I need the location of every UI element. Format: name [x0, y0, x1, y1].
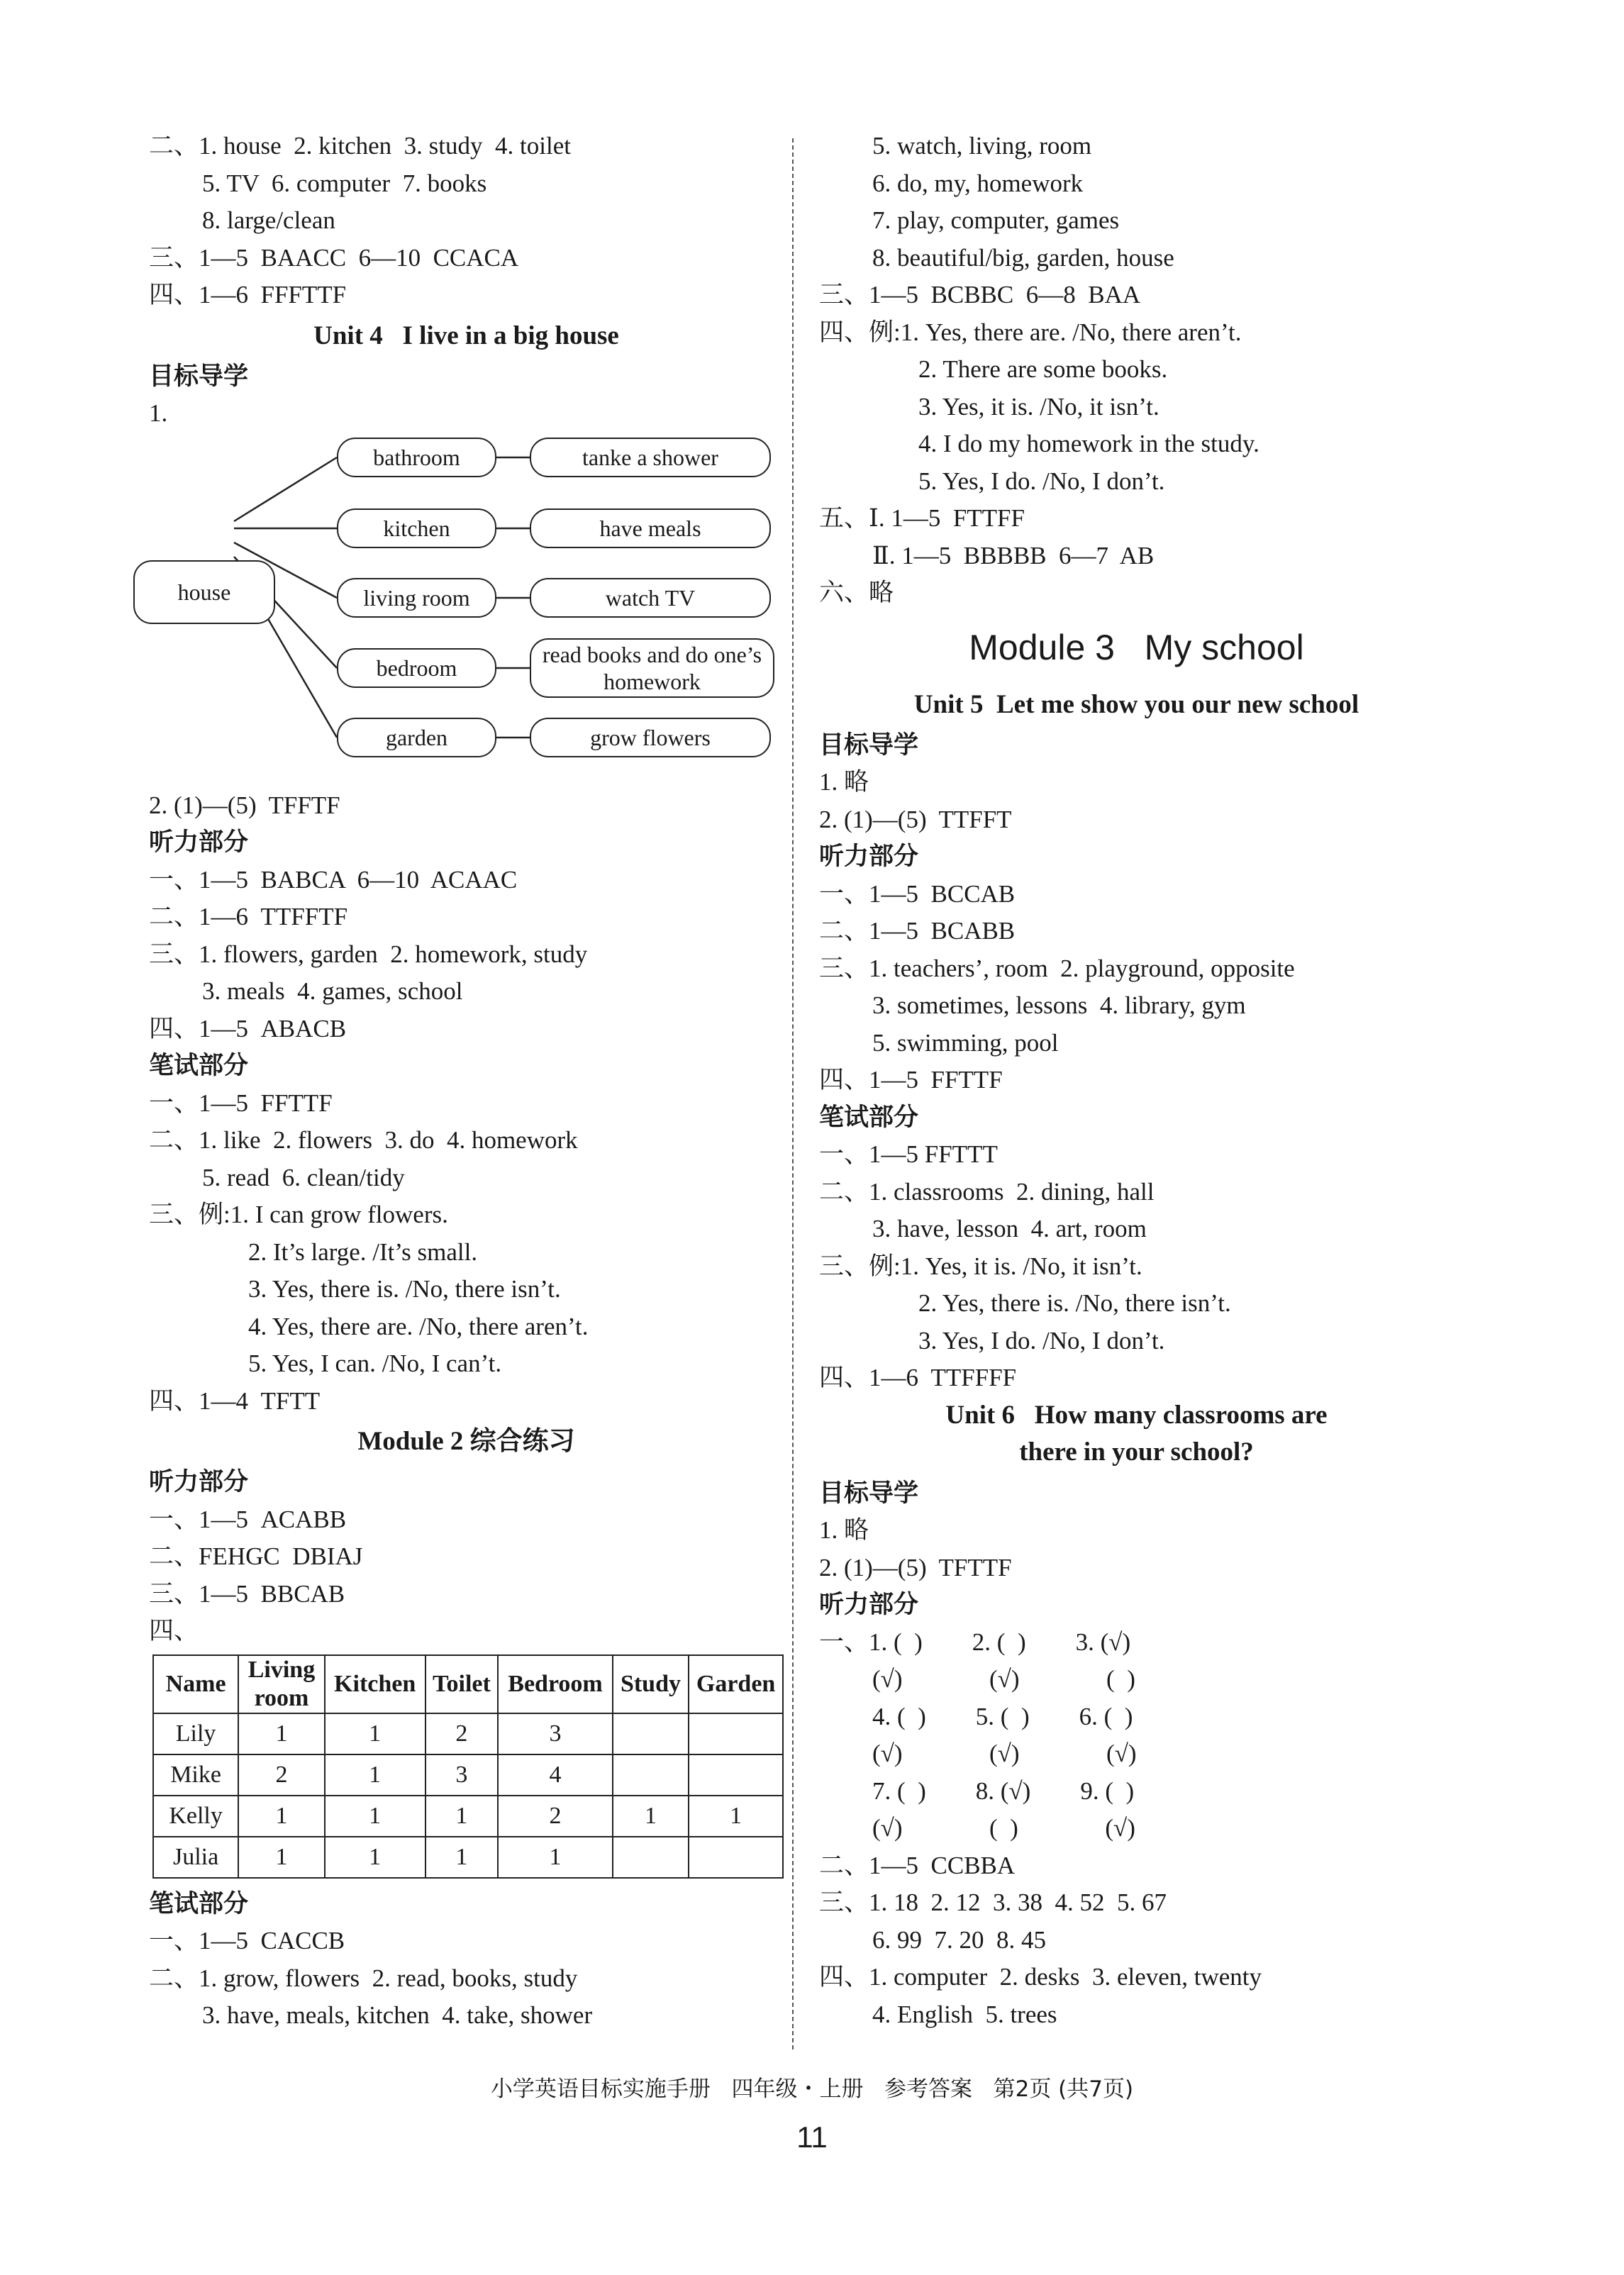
answer-line: 四、1—4 TFTT — [149, 1386, 321, 1415]
answer-line: 7. play, computer, games — [872, 206, 1120, 234]
table-cell — [689, 1754, 783, 1796]
table-cell: 1 — [325, 1796, 426, 1837]
answer-line: 二、1. grow, flowers 2. read, books, study — [149, 1964, 578, 1992]
table-row — [153, 1713, 783, 1754]
answer-line: (√) ( ) (√) — [872, 1814, 1135, 1842]
table-cell: 1 — [325, 1713, 426, 1754]
answer-line: 4. ( ) 5. ( ) 6. ( ) — [872, 1702, 1133, 1730]
answer-line: 4. I do my homework in the study. — [918, 430, 1259, 457]
answer-line: 二、FEHGC DBIAJ — [149, 1542, 363, 1570]
table-cell: 1 — [426, 1796, 499, 1837]
table-cell: 1 — [238, 1796, 325, 1837]
answer-line: 四、1—5 FFTTF — [819, 1066, 1003, 1094]
table-header: Toilet — [426, 1655, 499, 1713]
answer-line: 5. read 6. clean/tidy — [202, 1163, 405, 1191]
table-row — [153, 1796, 783, 1837]
answer-line: 三、1. 18 2. 12 3. 38 4. 52 5. 67 — [819, 1889, 1167, 1916]
table-cell: Mike — [153, 1754, 238, 1796]
answer-line: 1. — [149, 399, 168, 427]
table-cell — [689, 1837, 783, 1878]
answer-line: 三、1. teachers’, room 2. playground, opposite — [819, 954, 1295, 982]
mind-map-activity: read books and do one’s homework — [530, 638, 774, 698]
answer-line: 4. Yes, there are. /No, there aren’t. — [248, 1312, 589, 1340]
table-cell: 2 — [238, 1754, 325, 1796]
answer-line: 四、1—6 TTFFFF — [819, 1364, 1017, 1391]
section-heading: 目标导学 — [819, 730, 919, 760]
mind-map-room: living room — [337, 578, 496, 618]
answer-line: 二、1—6 TTFFTF — [149, 903, 348, 930]
answer-line: 8. beautiful/big, garden, house — [872, 243, 1174, 272]
answer-line: 五、Ⅰ. 1—5 FTTFF — [819, 504, 1025, 532]
section-heading: 听力部分 — [149, 1468, 249, 1496]
answer-line: 一、1—5 CACCB — [149, 1927, 345, 1954]
answer-line: 5. swimming, pool — [872, 1028, 1059, 1057]
unit6-title: Unit 6 How many classrooms are — [945, 1400, 1328, 1430]
answer-line: 二、1. like 2. flowers 3. do 4. homework — [149, 1126, 578, 1154]
table-cell: 1 — [689, 1796, 783, 1837]
answer-line: 四、例:1. Yes, there are. /No, there aren’t. — [819, 318, 1242, 346]
answer-line: 2. (1)—(5) TFTTF — [819, 1553, 1012, 1581]
unit4-title: Unit 4 I live in a big house — [313, 321, 619, 350]
answer-line: (√) (√) ( ) — [872, 1665, 1135, 1693]
mind-map-room: garden — [337, 718, 496, 757]
rooms-table — [152, 1654, 784, 1879]
answer-line: 三、1. flowers, garden 2. homework, study — [149, 940, 588, 968]
section-heading: 听力部分 — [819, 1591, 919, 1619]
section-heading: 听力部分 — [819, 842, 919, 871]
answer-line: 一、1—5 FFTTT — [819, 1140, 998, 1168]
answer-line: 2. (1)—(5) TTFFT — [819, 805, 1012, 833]
section-heading: 笔试部分 — [149, 1052, 249, 1080]
answer-line: 四、1. computer 2. desks 3. eleven, twenty — [819, 1963, 1262, 1991]
answer-line: 3. have, meals, kitchen 4. take, shower — [202, 2001, 593, 2029]
answer-line: Ⅱ. 1—5 BBBBB 6—7 AB — [872, 541, 1155, 569]
table-row — [153, 1754, 783, 1796]
answer-line: 二、1. house 2. kitchen 3. study 4. toilet — [149, 132, 571, 160]
answer-line: 一、1—5 FFTTF — [149, 1089, 333, 1117]
mind-map-center-house: house — [133, 560, 275, 624]
table-cell — [613, 1837, 689, 1878]
table-cell — [613, 1713, 689, 1754]
unit5-title: Unit 5 Let me show you our new school — [913, 689, 1359, 719]
mind-map-room: bedroom — [337, 648, 496, 688]
answer-line: 三、1—5 BAACC 6—10 CCACA — [149, 243, 519, 272]
answer-line: 2. There are some books. — [918, 355, 1168, 383]
answer-line: 1. 略 — [819, 1516, 869, 1544]
section-heading: 笔试部分 — [819, 1103, 919, 1132]
table-header: Bedroom — [498, 1655, 612, 1713]
answer-line: 5. watch, living, room — [872, 132, 1092, 160]
section-heading: 目标导学 — [819, 1479, 919, 1508]
answer-line: 三、例:1. I can grow flowers. — [149, 1201, 448, 1228]
answer-line: 2. It’s large. /It’s small. — [248, 1237, 478, 1266]
table-cell: 1 — [426, 1837, 499, 1878]
section-heading: 听力部分 — [149, 828, 249, 857]
table-cell: 3 — [426, 1754, 499, 1796]
page-footer: 小学英语目标实施手册 四年级・上册 参考答案 第2页 (共7页) — [490, 2076, 1134, 2102]
answer-line: 二、1. classrooms 2. dining, hall — [819, 1177, 1155, 1206]
table-header: Study — [613, 1655, 689, 1713]
table-row — [153, 1837, 783, 1878]
answer-line: (√) (√) (√) — [872, 1740, 1137, 1767]
answer-line: 四、1—5 ABACB — [149, 1014, 347, 1042]
module3-title: Module 3 My school — [969, 627, 1304, 667]
right-column — [819, 128, 1454, 2033]
mind-map-activity: have meals — [530, 508, 771, 548]
table-cell: Kelly — [153, 1796, 238, 1837]
table-cell: 1 — [238, 1713, 325, 1754]
section-heading: 笔试部分 — [149, 1889, 249, 1918]
answer-line: 3. meals 4. games, school — [202, 977, 463, 1005]
answer-line: 1. 略 — [819, 768, 869, 796]
table-cell — [613, 1754, 689, 1796]
answer-line: 四、1—6 FFFTTF — [149, 281, 347, 308]
answer-line: 3. Yes, I do. /No, I don’t. — [918, 1326, 1165, 1355]
table-cell: 1 — [613, 1796, 689, 1837]
answer-line: 3. Yes, it is. /No, it isn’t. — [918, 392, 1159, 421]
answer-line: 2. Yes, there is. /No, there isn’t. — [918, 1289, 1231, 1317]
table-header: Name — [153, 1655, 238, 1713]
answer-line: 二、1—5 CCBBA — [819, 1851, 1016, 1879]
answer-line: 一、1—5 BABCA 6—10 ACAAC — [149, 865, 518, 894]
answer-line: 2. (1)—(5) TFFTF — [149, 791, 340, 819]
mind-map-activity: grow flowers — [530, 718, 771, 757]
table-cell: Lily — [153, 1713, 238, 1754]
answer-line: 三、1—5 BBCAB — [149, 1579, 345, 1608]
page-number: 11 — [796, 2120, 828, 2154]
house-mind-map — [149, 433, 784, 787]
mind-map-activity: tanke a shower — [530, 438, 771, 477]
answer-line: 3. have, lesson 4. art, room — [872, 1215, 1147, 1242]
answer-line: 一、1—5 ACABB — [149, 1505, 347, 1533]
table-cell: Julia — [153, 1837, 238, 1878]
column-divider — [792, 138, 794, 2049]
answer-line: 8. large/clean — [202, 206, 335, 234]
mind-map-room: bathroom — [337, 438, 496, 477]
answer-line: 三、1—5 BCBBC 6—8 BAA — [819, 281, 1141, 308]
table-cell: 1 — [238, 1837, 325, 1878]
table-header: Living room — [238, 1655, 325, 1713]
table-cell: 3 — [498, 1713, 612, 1754]
unit6-title-continued: there in your school? — [1019, 1437, 1254, 1467]
module2-title: Module 2 综合练习 — [357, 1427, 575, 1456]
mind-map-room: kitchen — [337, 508, 496, 548]
table-cell: 2 — [498, 1796, 612, 1837]
table-header: Garden — [689, 1655, 783, 1713]
table-cell: 2 — [426, 1713, 499, 1754]
table-cell: 1 — [498, 1837, 612, 1878]
answer-line: 二、1—5 BCABB — [819, 917, 1016, 945]
answer-line: 一、1—5 BCCAB — [819, 879, 1016, 908]
mind-map-activity: watch TV — [530, 578, 771, 618]
answer-line: 6. do, my, homework — [872, 169, 1084, 197]
answer-line: 六、略 — [819, 579, 894, 606]
answer-line: 3. Yes, there is. /No, there isn’t. — [248, 1275, 561, 1303]
section-heading: 目标导学 — [149, 362, 249, 391]
table-cell: 1 — [325, 1754, 426, 1796]
left-column — [149, 128, 784, 2035]
answer-line: 4. English 5. trees — [872, 2000, 1057, 2028]
table-cell: 1 — [325, 1837, 426, 1878]
answer-line: 四、 — [149, 1617, 199, 1645]
answer-line: 5. Yes, I do. /No, I don’t. — [918, 467, 1165, 495]
answer-line: 三、例:1. Yes, it is. /No, it isn’t. — [819, 1252, 1142, 1280]
answer-line: 5. Yes, I can. /No, I can’t. — [248, 1350, 502, 1377]
table-header: Kitchen — [325, 1655, 426, 1713]
answer-line: 一、1. ( ) 2. ( ) 3. (√) — [819, 1628, 1131, 1656]
answer-line: 6. 99 7. 20 8. 45 — [872, 1925, 1046, 1954]
answer-line: 7. ( ) 8. (√) 9. ( ) — [872, 1776, 1135, 1805]
table-cell — [689, 1713, 783, 1754]
table-header-row — [153, 1655, 783, 1713]
answer-line: 3. sometimes, lessons 4. library, gym — [872, 991, 1246, 1019]
table-cell: 4 — [498, 1754, 612, 1796]
answer-line: 5. TV 6. computer 7. books — [202, 169, 487, 197]
